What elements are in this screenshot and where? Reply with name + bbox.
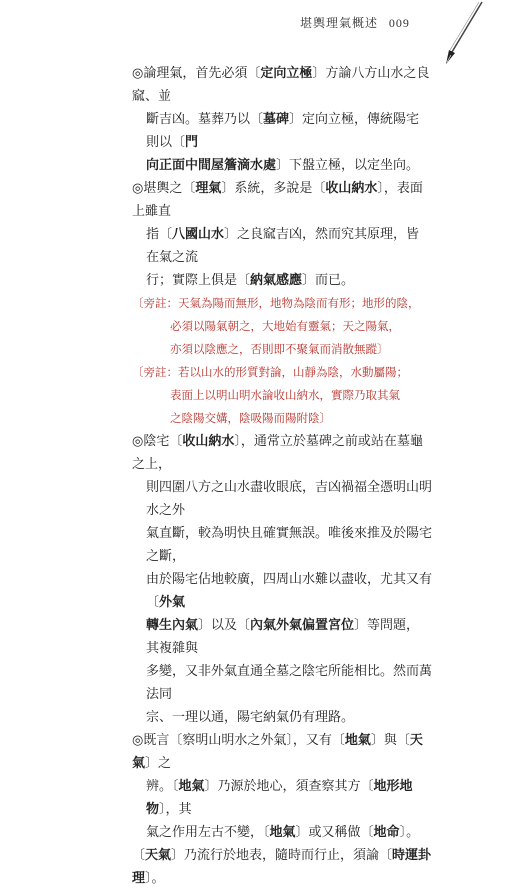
- text-segment: 〔: [132, 848, 146, 863]
- text-line: [132, 62, 432, 108]
- text-line: [132, 568, 432, 614]
- text-segment: 〕與〔: [370, 733, 410, 748]
- text-segment: 〕而已。: [302, 273, 355, 288]
- annotation-text: 亦須以陰應之，否則即不聚氣而消散無蹤〕: [170, 342, 389, 356]
- text-line: [132, 177, 432, 223]
- bold-term: 外氣: [159, 595, 186, 610]
- bold-term: 地形地物: [146, 779, 413, 817]
- text-segment: 〕之良窳吉凶，然而究其原理，皆在氣之流: [146, 227, 420, 265]
- text-segment: 由於陽宅佔地較廣，四周山水難以盡收，尤其又有〔: [146, 572, 433, 610]
- text-segment: 〕或又稱做〔: [295, 825, 374, 840]
- text-line: [132, 108, 432, 154]
- bold-term: 理氣: [195, 181, 222, 196]
- text-line: [132, 384, 432, 407]
- text-line: [132, 476, 432, 522]
- text-segment: ◎陰宅〔: [132, 434, 183, 449]
- text-segment: 〕。: [145, 871, 165, 886]
- text-segment: 指〔: [146, 227, 173, 242]
- text-segment: 〕。: [399, 825, 420, 840]
- text-line: [132, 315, 432, 338]
- text-segment: 氣直斷，較為明快且確實無誤。唯後來推及於陽宅之斷，: [146, 526, 433, 564]
- text-line: [132, 269, 432, 292]
- text-segment: ◎既言〔察明山明水之外氣〕，又有〔: [132, 733, 345, 748]
- text-line: [132, 361, 432, 384]
- bold-term: 天氣: [145, 848, 172, 863]
- text-segment: 則四圍八方之山水盡收眼底，吉凶禍福全憑明山明水之外: [146, 480, 433, 518]
- bold-term: 納氣感應: [250, 273, 303, 288]
- bold-term: 定向立極: [260, 66, 313, 81]
- bold-term: 八國山水: [172, 227, 225, 242]
- text-segment: 〕以及〔: [198, 618, 251, 633]
- bold-term: 地氣: [178, 779, 205, 794]
- bold-term: 墓碑: [263, 112, 290, 127]
- running-header: [300, 14, 410, 31]
- text-segment: 〕系統，多說是〔: [221, 181, 326, 196]
- text-line: [132, 614, 432, 660]
- bold-term: 時運卦理: [132, 848, 432, 886]
- text-line: [132, 729, 432, 775]
- text-line: [132, 154, 432, 177]
- bold-term: 收山納水: [325, 181, 378, 196]
- text-line: [132, 338, 432, 361]
- text-segment: 〕之: [145, 756, 172, 771]
- text-segment: 〕，表面上雖直: [132, 181, 423, 219]
- annotation-text: 表面上以明山明水論收山納水，實際乃取其氣: [170, 388, 400, 402]
- bold-term: 收山納水: [182, 434, 235, 449]
- text-segment: 〕等問題，其複雜與: [146, 618, 420, 656]
- text-segment: 〕方論八方山水之良窳、並: [132, 66, 430, 104]
- text-segment: 〕，其: [159, 802, 192, 817]
- bold-term: 門: [185, 135, 199, 150]
- text-line: [132, 660, 432, 706]
- fountain-pen-icon: [432, 0, 492, 70]
- text-segment: 〕乃流行於地表，隨時而行止，須論〔: [171, 848, 393, 863]
- bold-term: 地氣: [344, 733, 371, 748]
- bold-term: 地氣: [269, 825, 296, 840]
- body-text: [132, 62, 432, 890]
- annotation-text: 〔旁註：若以山水的形質對論，山靜為陰，水動屬陽；: [132, 365, 408, 379]
- bold-term: 地命: [373, 825, 400, 840]
- bold-term: 天氣: [132, 733, 423, 771]
- text-line: [132, 821, 432, 844]
- text-line: [132, 706, 432, 729]
- annotation-text: 必須以陽氣朝之，大地始有靈氣；天之陽氣，: [170, 319, 400, 333]
- text-segment: 辨。〔: [146, 779, 179, 794]
- text-segment: ◎堪輿之〔: [132, 181, 196, 196]
- annotation-text: 〔旁註：天氣為陽而無形，地物為陰而有形；地形的陰，: [132, 296, 420, 310]
- text-segment: 〕定向立極，傳統陽宅則以〔: [146, 112, 420, 150]
- text-line: [132, 430, 432, 476]
- header-title: 堪輿理氣概述: [300, 16, 379, 30]
- text-segment: 斷吉凶。墓葬乃以〔: [146, 112, 264, 127]
- bold-term: 內氣外氣偏置宮位: [250, 618, 355, 633]
- text-segment: 〕下盤立極，以定坐向。: [276, 158, 420, 173]
- text-segment: 宗、一理以通，陽宅納氣仍有理路。: [146, 710, 355, 725]
- bold-term: 轉生內氣: [146, 618, 199, 633]
- text-line: [132, 292, 432, 315]
- text-line: [132, 223, 432, 269]
- annotation-text: 之陰陽交媾，陰吸陽而陽附陰〕: [170, 411, 331, 425]
- text-line: [132, 775, 432, 821]
- text-line: [132, 844, 432, 890]
- text-segment: 〕乃源於地心，須查察其方〔: [204, 779, 374, 794]
- text-segment: 多變，又非外氣直通全墓之陰宅所能相比。然而萬法同: [146, 664, 433, 702]
- text-line: [132, 522, 432, 568]
- text-line: [132, 407, 432, 430]
- text-segment: ◎論理氣，首先必須〔: [132, 66, 261, 81]
- text-segment: 〕，通常立於墓碑之前或站在墓龜之上，: [132, 434, 423, 472]
- text-segment: 氣之作用左古不變，〔: [146, 825, 270, 840]
- page-number: 009: [388, 16, 410, 30]
- bold-term: 向正面中間屋簷滴水處: [146, 158, 277, 173]
- text-segment: 行；實際上俱是〔: [146, 273, 251, 288]
